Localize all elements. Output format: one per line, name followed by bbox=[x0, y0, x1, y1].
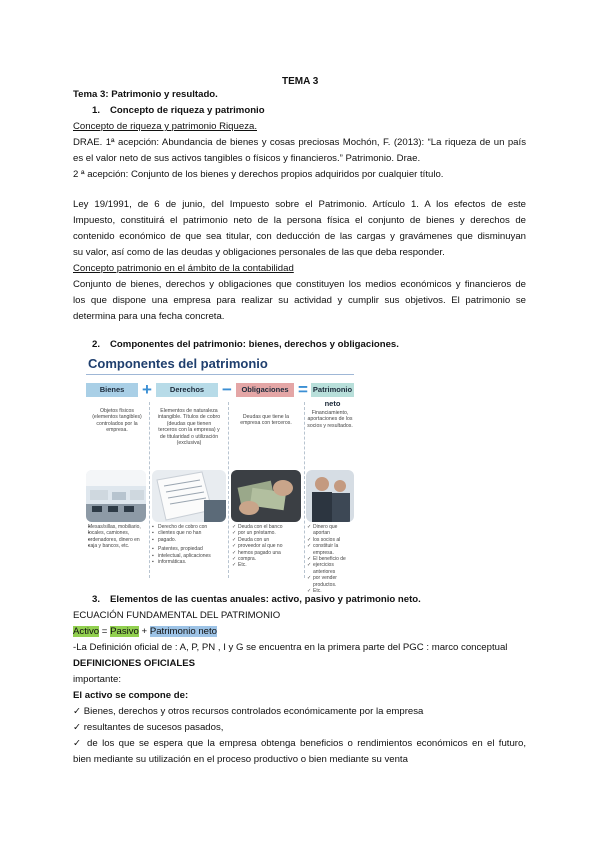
infographic-title: Componentes del patrimonio bbox=[88, 356, 268, 371]
list-item: ✓ por un préstamo. bbox=[232, 530, 302, 536]
list-item: ▪ clientes que no han bbox=[152, 530, 226, 536]
paragraph-line: Ley 19/1991, de 6 de junio, del Impuesto sobre el Patrimonio. Artículo 1. A los efectos de este bbox=[73, 199, 526, 210]
subtitle-riqueza: Concepto de riqueza y patrimonio Riqueza. bbox=[73, 121, 257, 132]
description-patrimonio-neto bbox=[306, 410, 354, 429]
list-item: ✓ por vender productos. bbox=[307, 575, 355, 588]
description-line: socios y resultados. bbox=[307, 422, 353, 429]
description-line: empresa. bbox=[106, 427, 128, 434]
paragraph-line: Impuesto, constituirá el patrimonio neto de la persona física el conjunto de bienes y derechos de bbox=[73, 215, 526, 226]
equation-line bbox=[73, 625, 526, 639]
description-line: de titularidad o utilización bbox=[159, 433, 219, 440]
paragraph-line: su valor, así como de las deudas y obligaciones personales de las que deba responder. bbox=[73, 247, 445, 258]
divider bbox=[86, 374, 354, 375]
list-item: ✓ Etc. bbox=[232, 562, 302, 568]
definicion-line: -La Definición oficial de : A, P, PN , I y G se encuentra en la primera parte del PGC : marco conceptual bbox=[73, 642, 508, 653]
page-tema-title: TEMA 3 bbox=[282, 76, 319, 87]
list-item: ✓ ejercicios anteriores bbox=[307, 562, 355, 575]
list-item: ▪ Derecho de cobro con bbox=[152, 524, 226, 530]
list-item: ✓ los socios al bbox=[307, 537, 355, 543]
list-item: ▪ pagado. bbox=[152, 537, 226, 543]
check-item bbox=[73, 737, 526, 751]
equals-sign: = bbox=[99, 626, 111, 637]
check-item bbox=[73, 705, 526, 719]
componentes-infographic bbox=[86, 352, 354, 595]
paragraph-line: Conjunto de bienes, derechos y obligaciones que constituyen los medios económicos y financieros de bbox=[73, 279, 526, 290]
section-number: 2. bbox=[92, 339, 101, 350]
list-item: ✓ Dinero que aportan bbox=[307, 524, 355, 537]
paragraph-line: 2 ª acepción: Conjunto de los bienes y derechos propios adquiridos por cualquier título. bbox=[73, 169, 444, 180]
list-item: ✓ hemos pagado una bbox=[232, 550, 302, 556]
check-icon: ✓ bbox=[73, 706, 82, 717]
description-line: Objetos físicos bbox=[99, 408, 135, 414]
subtitle-contabilidad: Concepto patrimonio en el ámbito de la contabilidad bbox=[73, 263, 294, 274]
description-line: (exclusiva) bbox=[176, 440, 202, 447]
section-3-title bbox=[92, 593, 545, 607]
description-derechos bbox=[152, 408, 226, 446]
list-item: ▪ Patentes, propiedad bbox=[152, 546, 226, 552]
check-item-text: resultantes de sucesos pasados, bbox=[81, 722, 224, 733]
section-title-text: Elementos de las cuentas anuales: activo, pasivo y patrimonio neto. bbox=[110, 594, 421, 605]
definiciones-oficiales: DEFINICIONES OFICIALES bbox=[73, 658, 196, 669]
ecuacion-title: ECUACIÓN FUNDAMENTAL DEL PATRIMONIO bbox=[73, 610, 281, 621]
description-line: Deudas que tiene la bbox=[242, 414, 290, 420]
description-line: Financiamiento, bbox=[311, 410, 349, 416]
description-obligaciones bbox=[231, 414, 301, 427]
divider bbox=[228, 402, 229, 578]
list-item: ▪ Mesas/sillas, mobiliario, bbox=[88, 524, 148, 530]
description-line: controlados por la bbox=[96, 420, 138, 427]
minus-icon: − bbox=[222, 380, 232, 399]
section-title-text: Componentes del patrimonio: bienes, derechos y obligaciones. bbox=[110, 339, 399, 350]
paragraph-line: DRAE. 1ª acepción: Abundancia de bienes y cosas preciosas Mochón, F. (2013): “La riqueza de un país bbox=[73, 137, 526, 148]
list-item: ▪ informáticas. bbox=[152, 559, 226, 565]
importante-label: importante: bbox=[73, 674, 121, 685]
check-item bbox=[73, 721, 526, 735]
patrimonio-neto-highlight: Patrimonio neto bbox=[149, 626, 218, 637]
description-bienes bbox=[88, 408, 146, 434]
description-line: intangible. Títulos de cobro bbox=[157, 414, 221, 421]
check-icon: ✓ bbox=[73, 722, 82, 733]
description-line: aportaciones de los bbox=[307, 416, 353, 423]
paragraph-line: los que dispone una empresa para realizar su actividad y cumplir sus objetivos. El patrimonio se bbox=[73, 295, 526, 306]
list-item: ▪ caja y bancos, etc. bbox=[88, 543, 148, 549]
list-item: ▪ locales, camiones, bbox=[88, 530, 148, 536]
divider bbox=[304, 402, 305, 578]
examples-bienes bbox=[88, 524, 148, 550]
description-line: (elementos tangibles) bbox=[92, 414, 142, 421]
documents-photo bbox=[152, 470, 226, 522]
plus-sign: + bbox=[138, 626, 150, 637]
check-icon: ✓ bbox=[73, 738, 83, 749]
list-item: ✓ constituir la empresa. bbox=[307, 543, 355, 556]
examples-derechos bbox=[152, 524, 226, 565]
header-obligaciones: Obligaciones bbox=[236, 383, 294, 397]
list-item: ✓ Deuda con el banco bbox=[232, 524, 302, 530]
header-patrimonio-neto: Patrimonio neto bbox=[312, 385, 353, 408]
section-1-title bbox=[92, 104, 545, 118]
pasivo-highlight: Pasivo bbox=[110, 626, 139, 637]
header-bienes: Bienes bbox=[86, 383, 138, 397]
business-photo bbox=[306, 470, 354, 522]
activo-title: El activo se compone de: bbox=[73, 690, 189, 701]
examples-obligaciones bbox=[232, 524, 302, 569]
description-line: terceros con la empresa) y bbox=[158, 427, 220, 434]
list-item: ▪ ordenadores, dinero en bbox=[88, 537, 148, 543]
header-derechos: Derechos bbox=[156, 383, 218, 397]
section-title-text: Concepto de riqueza y patrimonio bbox=[110, 105, 265, 116]
equals-icon: = bbox=[298, 380, 308, 399]
description-line: (deudas que tienen bbox=[166, 420, 212, 427]
office-photo bbox=[86, 470, 146, 522]
list-item: ✓ Etc. bbox=[307, 588, 355, 594]
plus-icon: + bbox=[142, 380, 152, 399]
check-item-text: de los que se espera que la empresa obtenga beneficios o rendimientos económicos en el futuro, bbox=[82, 738, 526, 749]
description-line: Elementos de naturaleza bbox=[160, 408, 218, 414]
money-photo bbox=[231, 470, 301, 522]
section-2-title bbox=[92, 338, 545, 352]
list-item: ▪ intelectual, aplicaciones bbox=[152, 553, 226, 559]
section-number: 3. bbox=[92, 594, 101, 605]
list-item: ✓ compra. bbox=[232, 556, 302, 562]
paragraph-line: bien mediante su utilización en el proceso productivo o bien mediante su venta bbox=[73, 754, 408, 765]
section-number: 1. bbox=[92, 105, 101, 116]
divider bbox=[149, 402, 150, 578]
check-item-text: Bienes, derechos y otros recursos controlados económicamente por la empresa bbox=[81, 706, 424, 717]
page-heading: Tema 3: Patrimonio y resultado. bbox=[73, 89, 218, 100]
examples-patrimonio-neto bbox=[307, 524, 355, 594]
list-item: ✓ Deuda con un bbox=[232, 537, 302, 543]
list-item: ✓ proveedor al que no bbox=[232, 543, 302, 549]
paragraph-line: contenido económico de que sea titular, con deducción de las cargas y gravámenes que disminuyan bbox=[73, 231, 526, 242]
activo-highlight: Activo bbox=[73, 626, 100, 637]
list-item: ✓ El beneficio de bbox=[307, 556, 355, 562]
description-line: empresa con terceros. bbox=[240, 420, 292, 427]
paragraph-line: determina para una fecha concreta. bbox=[73, 311, 225, 322]
paragraph-line: es el valor neto de sus activos tangibles o físicos y financieros.” Patrimonio. Drae. bbox=[73, 153, 421, 164]
